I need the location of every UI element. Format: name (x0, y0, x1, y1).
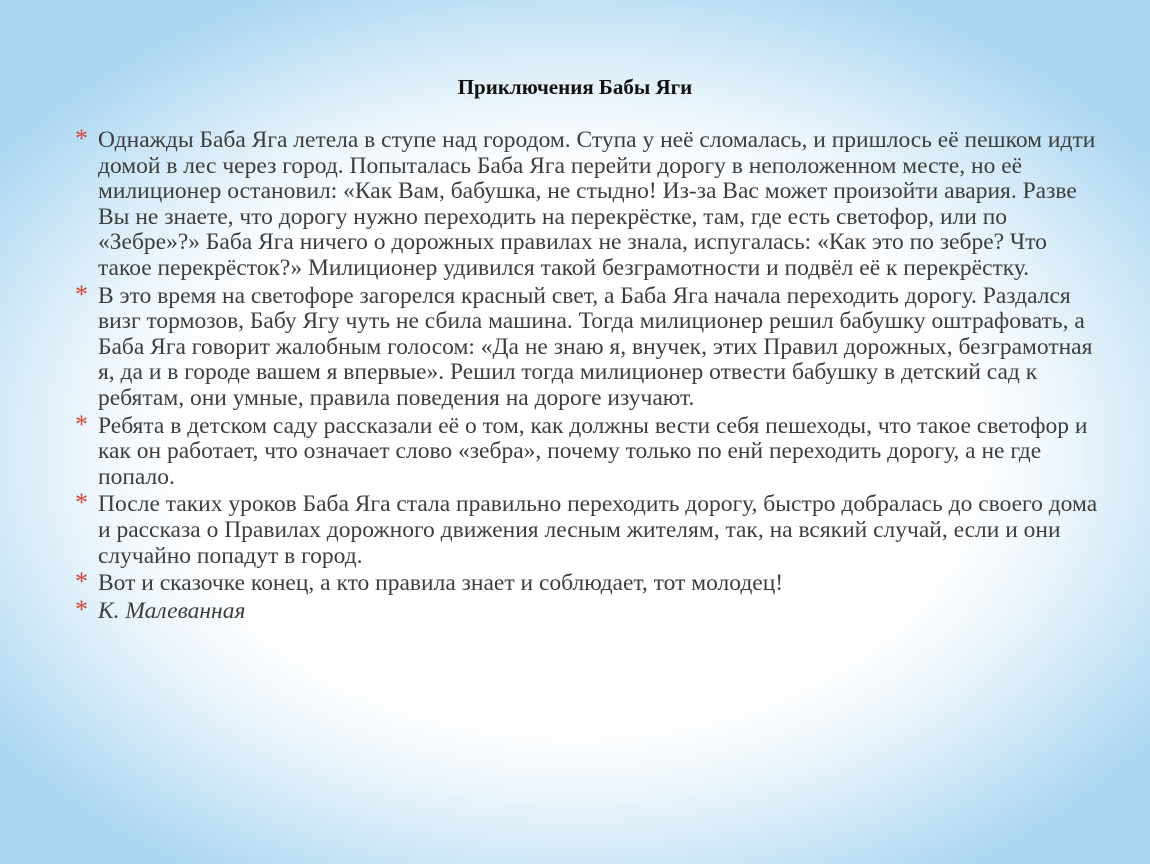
list-item (75, 124, 1105, 282)
paragraph-text: Однажды Баба Яга летела в ступе над городом. Ступа у неё сломалась, и пришлось её пешком идти домой в лес через город. Попыталась Баба Яга перейти дорогу в неположенном месте, но её милиционер остановил: «Как Вам, бабушка, не стыдно! Из-за Вас может произойти авария. Разве Вы не знаете, что дорогу нужно переходить на перекрёстке, там, где есть светофор, или по «Зебре»?» Баба Яга ничего о дорожных правилах не знала, испугалась: «Как это по зебре? Что такое перекрёсток?» Милиционер удивился такой безграмотности и подвёл её к перекрёстку. (98, 127, 1096, 281)
list-item (75, 409, 1105, 491)
list-item (75, 279, 1105, 412)
paragraph-text: Вот и сказочке конец, а кто правила знает и соблюдает, тот молодец! (98, 570, 784, 597)
bullet-asterisk-icon: * (75, 409, 88, 439)
bullet-asterisk-icon: * (75, 594, 88, 624)
author-name: К. Малеванная (98, 597, 246, 624)
bullet-asterisk-icon: * (75, 124, 88, 153)
bullet-asterisk-icon: * (75, 567, 88, 597)
paragraph-text: Ребята в детском саду рассказали её о том, как должны вести себя пешеходы, что такое светофор и как он работает, что означает слово «зебра», почему только по енй переходить дорогу, а не где попало. (98, 412, 1088, 490)
list-item (75, 488, 1105, 569)
story-bullet-list (75, 124, 1105, 626)
slide-title: Приключения Бабы Яги (457, 75, 693, 99)
author-item (75, 594, 1105, 625)
bullet-asterisk-icon: * (75, 279, 88, 309)
bullet-asterisk-icon: * (75, 488, 88, 518)
paragraph-text: В это время на светофоре загорелся красный свет, а Баба Яга начала переходить дорогу. Раздался визг тормозов, Бабу Ягу чуть не сбила машина. Тогда милиционер решил бабушку оштрафовать, а Баба Яга говорит жалобным голосом: «Да не знаю я, внучек, этих Правил дорожных, безграмотная я, да и в городе вашем я впервые». Решил тогда милиционер отвести бабушку в детский сад к ребятам, они умные, правила поведения на дороге изучают. (98, 282, 1093, 411)
list-item (75, 567, 1105, 597)
paragraph-text: После таких уроков Баба Яга стала правильно переходить дорогу, быстро добралась до своего дома и рассказа о Правилах дорожного движения лесным жителям, так, на всякий случай, если и они случайно попадут в город. (98, 491, 1098, 569)
